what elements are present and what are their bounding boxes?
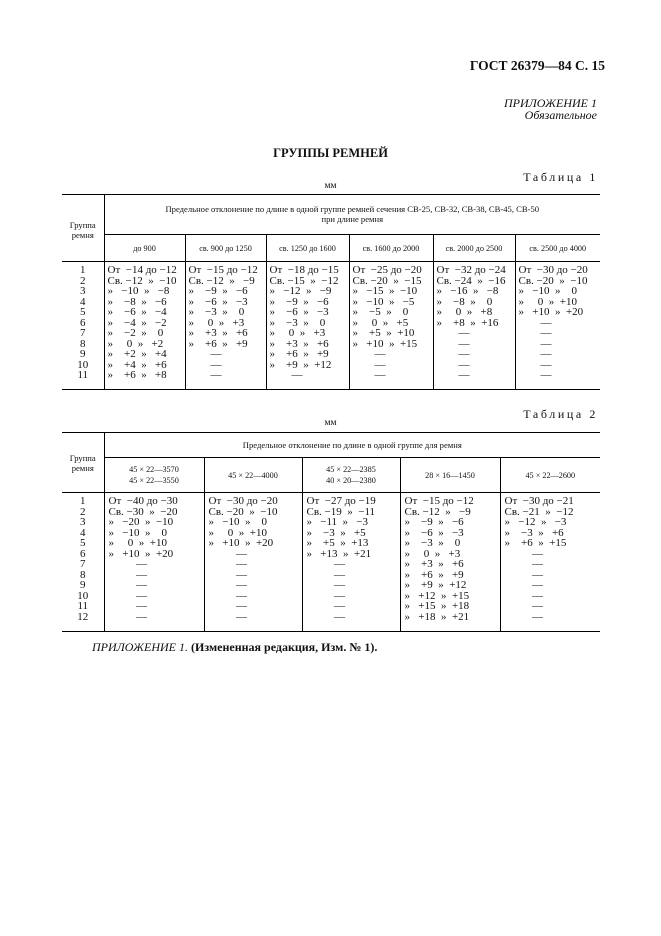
table1-column-values: От −14 до −12 Св. −12 » −10 » −10 » −8 » −8 » −6 » −6 » −4 » −4 » −2 » −2 » 0 » 0 » +2 » +2 » +4 » +4 » +6 » +6 » +8 [104,262,185,390]
table1-main-header [104,195,600,235]
table1-group-header: Группа ремня [69,220,96,240]
section-title: ГРУППЫ РЕМНЕЙ [273,146,388,160]
table1 [62,194,600,390]
table2-label: Таблица 2 [523,407,598,421]
table1-column-values: От −30 до −20 Св. −20 » −10 » −10 » 0 » 0 » +10 » +10 » +20 — — — — — — [515,262,600,390]
table1-label: Таблица 1 [523,170,598,184]
table1-column-values: От −18 до −15 Св. −15 » −12 » −12 » −9 » −9 » −6 » −6 » −3 » −3 » 0 » 0 » +3 » +3 » +6 » +6 » +9 » +9 » +12 — [266,262,349,390]
table2-group-header: Группа ремня [69,452,96,473]
table1-col-header: св. 900 до 1250 [185,235,266,262]
table1-col-header: св. 1600 до 2000 [349,235,433,262]
table2-group-numbers: 1 2 3 4 5 6 7 8 9 10 11 12 [77,495,89,623]
table1-column-values: От −32 до −24 Св. −24 » −16 » −16 » −8 » −8 » 0 » 0 » +8 » +8 » +16 — — — — — [433,262,515,390]
table1-col-header: св. 2500 до 4000 [515,235,600,262]
footnote [92,640,377,655]
table2-col-header: 45 × 22—4000 [204,458,302,493]
table2-column-values: От −30 до −21 Св. −21 » −12 » −12 » −3 » −3 » +6 » +6 » +15 — — — — — — — [500,493,600,632]
table2-column-values: От −30 до −20 Св. −20 » −10 » −10 » 0 » 0 » +10 » +10 » +20 — — — — — — — [204,493,302,632]
table1-column-values: От −15 до −12 Св. −12 » −9 » −9 » −6 » −6 » −3 » −3 » 0 » 0 » +3 » +3 » +6 » +6 » +9 — — — [185,262,266,390]
appendix-block [504,97,597,121]
table2-column-values: От −40 до −30 Св. −30 » −20 » −20 » −10 » −10 » 0 » 0 » +10 » +10 » +20 — — — — — — [104,493,204,632]
page-header: ГОСТ 26379—84 С. 15 [469,58,605,73]
appendix-status: Обязательное [524,108,597,122]
table1-column-values: От −25 до −20 Св. −20 » −15 » −15 » −10 » −10 » −5 » −5 » 0 » 0 » +5 » +5 » +10 » +10 » +15 — — — [349,262,433,390]
table2-col-header: 45 × 22—3570 45 × 22—3550 [104,458,204,493]
table2 [62,432,600,632]
table1-col-header: св. 1250 до 1600 [266,235,349,262]
table1-main-header-line2: при длине ремня [321,214,384,224]
table2-column-values: От −27 до −19 Св. −19 » −11 » −11 » −3 » −3 » +5 » +5 » +13 » +13 » +21 — — — — — — [302,493,400,632]
table1-group-numbers: 1 2 3 4 5 6 7 8 9 10 11 [77,264,89,381]
table1-main-header-line1: Предельное отклонение по длине в одной группе ремней сечения СВ-25, СВ-32, СВ-38, СВ-45, СВ-50 [165,204,540,214]
table2-main-header: Предельное отклонение по длине в одной группе для ремня [104,433,600,458]
table2-col-header: 45 × 22—2600 [500,458,600,493]
table1-unit: мм [324,181,337,191]
table1-col-header: св. 2000 до 2500 [433,235,515,262]
appendix-label: ПРИЛОЖЕНИЕ 1 [504,96,597,110]
footnote-appendix-ref: ПРИЛОЖЕНИЕ 1. [92,640,188,654]
table2-column-values: От −15 до −12 Св. −12 » −9 » −9 » −6 » −6 » −3 » −3 » 0 » 0 » +3 » +3 » +6 » +6 » +9 » +9 » +12 » +12 » +15 » +15 » +18 » +18 » +21 [400,493,500,632]
table2-col-header: 28 × 16—1450 [400,458,500,493]
footnote-revision-note: (Измененная редакция, Изм. № 1). [190,640,378,654]
table2-col-header: 45 × 22—2385 40 × 20—2380 [302,458,400,493]
table1-col-header: до 900 [104,235,185,262]
table2-unit: мм [324,418,337,428]
